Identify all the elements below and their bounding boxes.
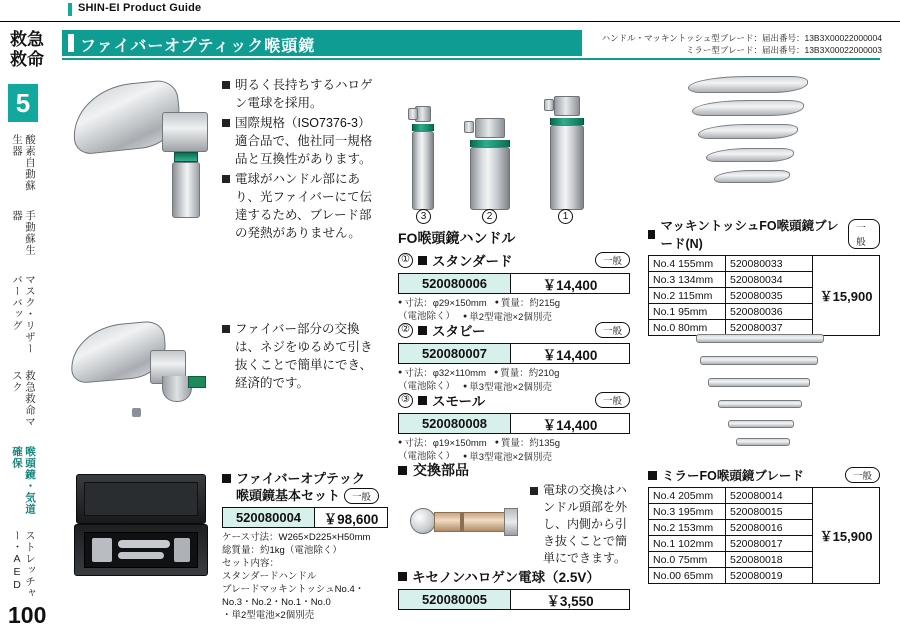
blade-size: No.2 153mm: [649, 520, 726, 536]
rail-category-label: 救急救命: [10, 30, 44, 69]
table-title: ミラーFO喉頭鏡ブレード: [662, 469, 804, 483]
spec-item: 総質量：約1kg（電池除く）: [222, 545, 342, 556]
page-number: 100: [8, 602, 47, 628]
blade-code: 520080035: [726, 288, 813, 304]
spec-item: ケース寸法：W265×D225×H50mm: [222, 532, 371, 543]
product-name-line1: ファイバーオプテック: [236, 471, 365, 486]
photo-macintosh-blade-set: [648, 70, 878, 210]
table-tag: 一般: [848, 219, 880, 249]
sidebar-item-manual-resuscitator[interactable]: 手動蘇生器: [11, 210, 36, 256]
item-number-2: ②: [398, 323, 413, 338]
product-small-handle: [398, 390, 630, 464]
product-header: [398, 390, 630, 410]
handle-section-title: FO喉頭鏡ハンドル: [398, 230, 516, 246]
sidebar-item-laryngoscope-airway[interactable]: 喉頭鏡・気道確保: [11, 446, 36, 515]
product-tag: 一般: [595, 392, 630, 408]
title-rule: [62, 58, 880, 60]
macintosh-blade-table-block: [648, 216, 880, 336]
blade-code: 520080034: [726, 272, 813, 288]
bullet-square-icon: [418, 396, 427, 405]
brand-mark: [68, 3, 72, 16]
registration-line-1: ハンドル・マッキントッシュ型ブレード：届出番号：13B3X00022000004: [601, 33, 882, 43]
product-name: スモール: [432, 394, 486, 409]
table-row: [649, 256, 880, 272]
bullet-square-icon: [398, 466, 407, 475]
rail-chapter-number: 5: [8, 84, 38, 122]
callout-3: 3: [416, 208, 431, 226]
blade-code: 520080036: [726, 304, 813, 320]
product-header: [398, 250, 630, 270]
spec-battery: ● 単3型電池×2個別売: [463, 450, 552, 464]
feature-item-fiber: ファイバー部分の交換は、ネジをゆるめて引き抜くことで簡単にでき、経済的です。: [222, 320, 380, 392]
table-row: [649, 488, 880, 504]
product-tag: 一般: [344, 488, 379, 504]
photo-miller-blade-set: [660, 330, 870, 460]
product-tag: 一般: [595, 252, 630, 268]
blade-code: 520080017: [726, 536, 813, 552]
photo-basic-set-case: [66, 470, 216, 582]
product-price: ￥98,600: [323, 511, 379, 527]
product-name-line2: 喉頭鏡基本セット: [236, 488, 341, 503]
spec-item: ブレードマッキントッシュNo.4・: [222, 584, 365, 595]
bullet-square-icon: [648, 471, 657, 480]
blade-size: No.4 205mm: [649, 488, 726, 504]
callout-2: 2: [482, 208, 497, 226]
product-code: 520080005: [399, 590, 511, 609]
product-price: ￥14,400: [542, 277, 598, 293]
spec-size: ● 寸法：φ32×110mm: [398, 366, 486, 380]
sidebar-item-emergency-mask[interactable]: 救急救命マスク: [11, 370, 36, 428]
spec-battery: ● 単3型電池×2個別売: [463, 380, 552, 394]
product-price: ￥14,400: [542, 417, 598, 433]
bullet-square-icon: [222, 474, 231, 483]
blade-size: No.0 80mm: [649, 320, 726, 336]
blade-size: No.0 75mm: [649, 552, 726, 568]
bullet-square-icon: [418, 326, 427, 335]
handle-small-illustration: [412, 106, 434, 210]
lamp-replacement-note: [530, 482, 630, 567]
product-code-price-bar: [222, 507, 388, 528]
product-name: キセノンハロゲン電球（2.5V）: [412, 570, 600, 585]
blade-size: No.1 102mm: [649, 536, 726, 552]
blade-price: ￥15,900: [813, 256, 880, 336]
spec-weight: ● 質量：約135g: [495, 436, 560, 450]
item-number-3: ③: [398, 393, 413, 408]
spec-weight: ● 質量：約215g: [495, 296, 560, 310]
fiber-feature-list: [222, 320, 380, 394]
product-header: [398, 320, 630, 340]
table-header: [648, 216, 880, 252]
page-title: ファイバーオプティック喉頭鏡: [80, 38, 316, 55]
blade-size: No.4 155mm: [649, 256, 726, 272]
bullet-square-icon: [648, 230, 655, 239]
handle-stubby-illustration: [470, 118, 510, 210]
blade-size: No.3 134mm: [649, 272, 726, 288]
miller-blade-table-block: [648, 466, 880, 584]
product-code-price-bar: [398, 343, 630, 364]
top-bar: [0, 0, 900, 22]
blade-code: 520080018: [726, 552, 813, 568]
photo-xenon-lamp: [400, 488, 530, 558]
sidebar-item-mask-reservoir-bag[interactable]: マスク・リザーバーバッグ: [11, 274, 36, 355]
brand-title: SHIN-EI Product Guide: [78, 2, 202, 14]
product-code: 520080004: [223, 508, 315, 527]
side-index-rail: [0, 22, 60, 633]
sidebar-item-oxygen-resuscitator[interactable]: 酸素自動蘇生器: [11, 134, 36, 192]
spec-item: スタンダードハンドル: [222, 571, 317, 582]
product-header: [398, 566, 630, 586]
note-text: 電球の交換はハンドル頭部を外し、内側から引き抜くことで簡単にできます。: [543, 483, 628, 565]
product-spec-list: [222, 531, 388, 622]
blade-code: 520080019: [726, 568, 813, 584]
table-header: [648, 466, 880, 484]
product-price: ￥3,550: [546, 593, 594, 609]
product-code: 520080007: [399, 344, 511, 363]
feature-item: 明るく長持ちするハロゲン電球を採用。: [222, 76, 377, 112]
item-number-1: ①: [398, 253, 413, 268]
registration-numbers: [602, 32, 882, 56]
handle-standard-illustration: [550, 96, 584, 210]
blade-code: 520080016: [726, 520, 813, 536]
product-basic-set: [222, 470, 388, 622]
spec-note: （電池除く）: [398, 451, 456, 462]
parts-section-title: 交換部品: [413, 462, 469, 478]
blade-code: 520080033: [726, 256, 813, 272]
blade-code: 520080015: [726, 504, 813, 520]
blade-code: 520080014: [726, 488, 813, 504]
product-code: 520080008: [399, 414, 511, 433]
spec-note: （電池除く）: [398, 381, 456, 392]
blade-size: No.1 95mm: [649, 304, 726, 320]
product-tag: 一般: [595, 322, 630, 338]
miller-blade-table: [648, 487, 880, 584]
photo-handles-group: [398, 66, 628, 222]
product-stubby-handle: [398, 320, 630, 394]
blade-code: 520080037: [726, 320, 813, 336]
page-title-band: [62, 30, 582, 56]
blade-size: No.3 195mm: [649, 504, 726, 520]
blade-price: ￥15,900: [813, 488, 880, 584]
blade-size: No.2 115mm: [649, 288, 726, 304]
spec-weight: ● 質量：約210g: [494, 366, 559, 380]
product-code-price-bar: [398, 273, 630, 294]
product-price: ￥14,400: [542, 347, 598, 363]
photo-macintosh-blade-large: [66, 72, 216, 222]
product-standard-handle: [398, 250, 630, 324]
product-header: [222, 470, 388, 504]
registration-line-2: ミラー型ブレード：届出番号：13B3X00022000003: [685, 45, 882, 55]
spec-item: ・単2型電池×2個別売: [222, 610, 315, 621]
spec-size: ● 寸法：φ19×150mm: [398, 436, 487, 450]
bullet-square-icon: [418, 256, 427, 265]
spec-battery: ● 単2型電池×2個別売: [463, 310, 552, 324]
callout-1: 1: [558, 208, 573, 226]
parts-section-title-row: [398, 460, 469, 480]
product-xenon-lamp: [398, 566, 630, 610]
feature-item: 電球がハンドル部にあり、光ファイバーにて伝達するため、ブレード部の発熱がありません。: [222, 170, 377, 242]
product-code-price-bar: [398, 589, 630, 610]
blade-size: No.00 65mm: [649, 568, 726, 584]
spec-item: セット内容：: [222, 558, 280, 569]
product-name: スタビー: [432, 324, 486, 339]
product-code: 520080006: [399, 274, 511, 293]
sidebar-item-stretcher-aed[interactable]: ストレッチャー・AED: [11, 530, 36, 599]
bullet-square-icon: [398, 572, 407, 581]
product-name: スタンダード: [432, 254, 513, 269]
macintosh-blade-table: [648, 255, 880, 336]
spec-size: ● 寸法：φ29×150mm: [398, 296, 487, 310]
spec-item: No.3・No.2・No.1・No.0: [222, 597, 331, 608]
product-code-price-bar: [398, 413, 630, 434]
feature-list: [222, 76, 377, 244]
table-tag: 一般: [845, 467, 880, 483]
title-accent-bar: [68, 34, 74, 52]
table-title: マッキントッシュFO喉頭鏡ブレード(N): [660, 219, 839, 251]
spec-note: （電池除く）: [398, 311, 456, 322]
feature-item: 国際規格（ISO7376-3）適合品で、他社同一規格品と互換性があります。: [222, 114, 377, 168]
photo-fiber-replacement: [66, 316, 216, 426]
